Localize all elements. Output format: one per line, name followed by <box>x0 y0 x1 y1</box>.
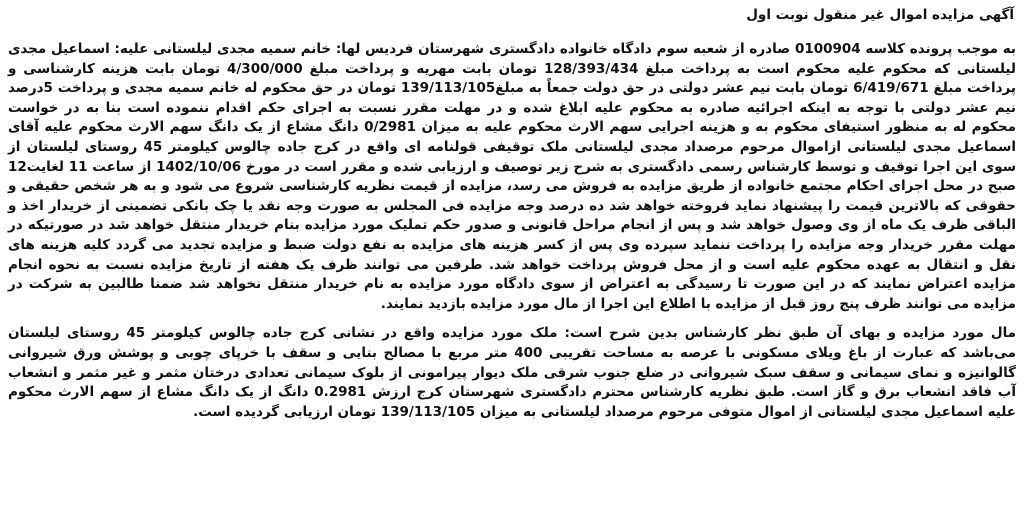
paragraph-divider <box>8 314 1016 324</box>
notice-paragraph-property-description: مال مورد مزایده و بهای آن طبق نظر کارشناس بدین شرح است: ملک مورد مزایده واقع در نشانی کرج جاده چالوس کیلومتر 45 روستای لیلستان می‌باشد که عبارت از باغ ویلای مسکونی با عرصه به مساحت تقریبی 400 متر مربع با مصالح بنایی و سقف با خرپای چوبی و پوشش ورق شیروانی گالوانیزه و نمای سیمانی و سقف سبک شیروانی در ضلع جنوب شرقی ملک دیوار پیرامونی از بلوک سیمانی تعدادی درختان مثمر و غیر مثمر و انشعاب آب فاقد انشعاب برق و گاز است. طبق نظریه کارشناس محترم دادگستری شهرستان کرج ارزش 0.2981 دانگ از یک دانگ مشاع از سهم الارث محکوم علیه اسماعیل مجدی لیلستانی از اموال متوفی مرحوم مرصداد لیلستانی به میزان 139/113/105 تومان ارزیابی گردیده است. <box>8 325 1017 420</box>
notice-title: آگهی مزایده اموال غیر منقول نوبت اول <box>746 7 1014 23</box>
notice-paragraph-case-details: به موجب پرونده کلاسه 0100904 صادره از شعبه سوم دادگاه خانواده دادگستری شهرستان فردیس لها: خانم سمیه مجدی لیلستانی علیه: اسماعیل مجدی لیلستانی که محکوم علیه محکوم است به پرداخت مبلغ 128/393/434 تومان بابت مهریه و پرداخت مبلغ 4/300/000 تومان بابت هزینه کارشناسی و پرداخت مبلغ 6/419/671 تومان بابت نیم عشر دولتی در حق دولت جمعاً به مبلغ139/113/105 تومان در حق محکوم له خانم سمیه مجدی و پرداخت 5درصد نیم عشر دولتی با توجه به اینکه اجرائیه صادره به محکوم علیه ابلاغ شده و در مهلت مقرر نسبت به اجرای حکم اقدام ننموده است بنا به در خواست محکوم له به منظور استیفای محکوم به و هزینه اجرایی سهم الارث محکوم علیه به میزان 0/2981 دانگ مشاع از یک دانگ سهم الارث محکوم علیه آقای اسماعیل مجدی لیلستانی ازاموال مرحوم مرصداد مجدی لیلستانی ملک توقیفی قولنامه ای واقع در کرج جاده چالوس کیلومتر 45 روستای لیلستان از سوی این اجرا توقیف و توسط کارشناس رسمی دادگستری به شرح زیر توصیف و ارزیابی شده و مقرر است در مورخ 1402/10/06 از ساعت 11 لغایت12 صبح در محل اجرای احکام مجتمع خانواده از طریق مزایده به فروش می رسد، مزایده از قیمت نظریه کارشناسی شروع می شود و به هر شخص حقیقی و حقوقی که بالاترین قیمت را پیشنهاد نماید فروخته خواهد شد ده درصد وجه مزایده فی المجلس به صورت وجه نقد یا چک بانکی تضمینی از خریدار اخذ و الباقی ظرف یک ماه از وی وصول خواهد شد و پس از انجام مراحل قانونی و صدور حکم تملیک مورد مزایده بنام خریدار منتقل خواهد شد در صورتیکه در مهلت مقرر خریدار وجه مزایده را پرداخت ننماید سپرده وی پس از کسر هزینه های مزایده به نفع دولت ضبط و مزایده تجدید می گردد کلیه هزینه های نقل و انتقال به عهده محکوم علیه است و از محل فروش پرداخت خواهد شد. طرفین می توانند ظرف یک هفته از تاریخ مزایده نسبت به نحوه انجام مزایده اعتراض نمایند که در این صورت تا رسیدگی به اعتراض از سوی دادگاه مورد مزایده به نام خریدار منتقل نخواهد شد ضمنا طالبین به شرکت در مزایده می توانند ظرف پنج روز قبل از مزایده با اطلاع این اجرا از مال مورد مزایده بازدید نمایند. <box>8 41 1017 312</box>
